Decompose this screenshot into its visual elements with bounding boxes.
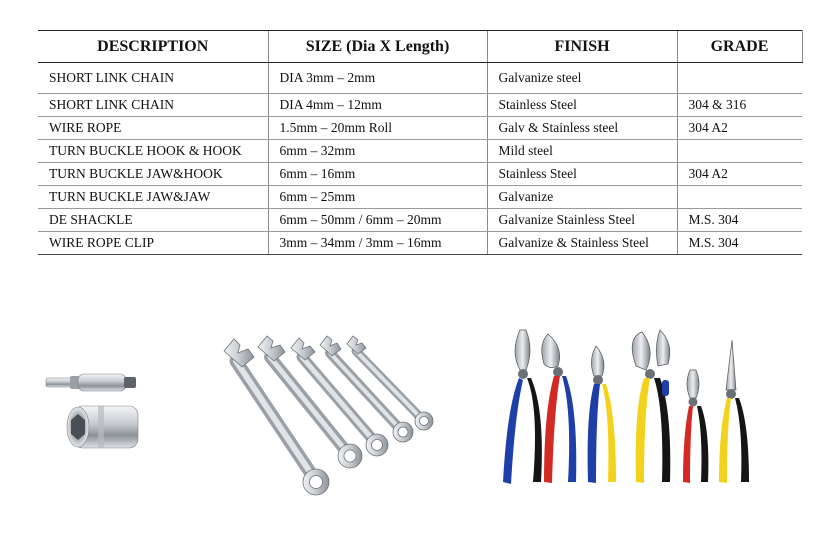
cell-grade: 304 A2 bbox=[677, 163, 802, 186]
cell-grade bbox=[677, 186, 802, 209]
cell-description: TURN BUCKLE HOOK & HOOK bbox=[38, 140, 268, 163]
table-row bbox=[38, 63, 802, 94]
cell-size: DIA 3mm – 2mm bbox=[268, 63, 487, 94]
header-description: DESCRIPTION bbox=[38, 31, 268, 63]
cell-description: SHORT LINK CHAIN bbox=[38, 94, 268, 117]
cell-description: SHORT LINK CHAIN bbox=[38, 63, 268, 94]
table-row bbox=[38, 163, 802, 186]
cell-description: TURN BUCKLE JAW&JAW bbox=[38, 186, 268, 209]
wrench-set-icon bbox=[218, 335, 440, 497]
cell-size: 6mm – 50mm / 6mm – 20mm bbox=[268, 209, 487, 232]
cell-description: DE SHACKLE bbox=[38, 209, 268, 232]
table-row bbox=[38, 209, 802, 232]
spec-table bbox=[38, 30, 803, 255]
cell-size: 6mm – 16mm bbox=[268, 163, 487, 186]
cell-size: 1.5mm – 20mm Roll bbox=[268, 117, 487, 140]
cell-finish: Galvanize steel bbox=[487, 63, 677, 94]
table-row bbox=[38, 232, 802, 255]
cell-finish: Galvanize bbox=[487, 186, 677, 209]
cell-size: 6mm – 32mm bbox=[268, 140, 487, 163]
cell-grade bbox=[677, 63, 802, 94]
header-size: SIZE (Dia X Length) bbox=[268, 31, 487, 63]
cell-description: WIRE ROPE CLIP bbox=[38, 232, 268, 255]
header-grade: GRADE bbox=[677, 31, 802, 63]
pliers-set-icon bbox=[492, 322, 762, 490]
cell-grade: 304 A2 bbox=[677, 117, 802, 140]
cell-finish: Stainless Steel bbox=[487, 94, 677, 117]
cell-size: 6mm – 25mm bbox=[268, 186, 487, 209]
cell-grade: M.S. 304 bbox=[677, 209, 802, 232]
table-row bbox=[38, 117, 802, 140]
cell-size: DIA 4mm – 12mm bbox=[268, 94, 487, 117]
cell-description: WIRE ROPE bbox=[38, 117, 268, 140]
table-row bbox=[38, 186, 802, 209]
table-header-row bbox=[38, 31, 802, 63]
cell-finish: Mild steel bbox=[487, 140, 677, 163]
table-row bbox=[38, 94, 802, 117]
header-finish: FINISH bbox=[487, 31, 677, 63]
table-row bbox=[38, 140, 802, 163]
cell-size: 3mm – 34mm / 3mm – 16mm bbox=[268, 232, 487, 255]
socket-adapter-icon bbox=[40, 362, 150, 462]
cell-finish: Galvanize & Stainless Steel bbox=[487, 232, 677, 255]
cell-description: TURN BUCKLE JAW&HOOK bbox=[38, 163, 268, 186]
cell-finish: Galv & Stainless steel bbox=[487, 117, 677, 140]
cell-finish: Galvanize Stainless Steel bbox=[487, 209, 677, 232]
cell-grade: 304 & 316 bbox=[677, 94, 802, 117]
cell-finish: Stainless Steel bbox=[487, 163, 677, 186]
cell-grade: M.S. 304 bbox=[677, 232, 802, 255]
cell-grade bbox=[677, 140, 802, 163]
